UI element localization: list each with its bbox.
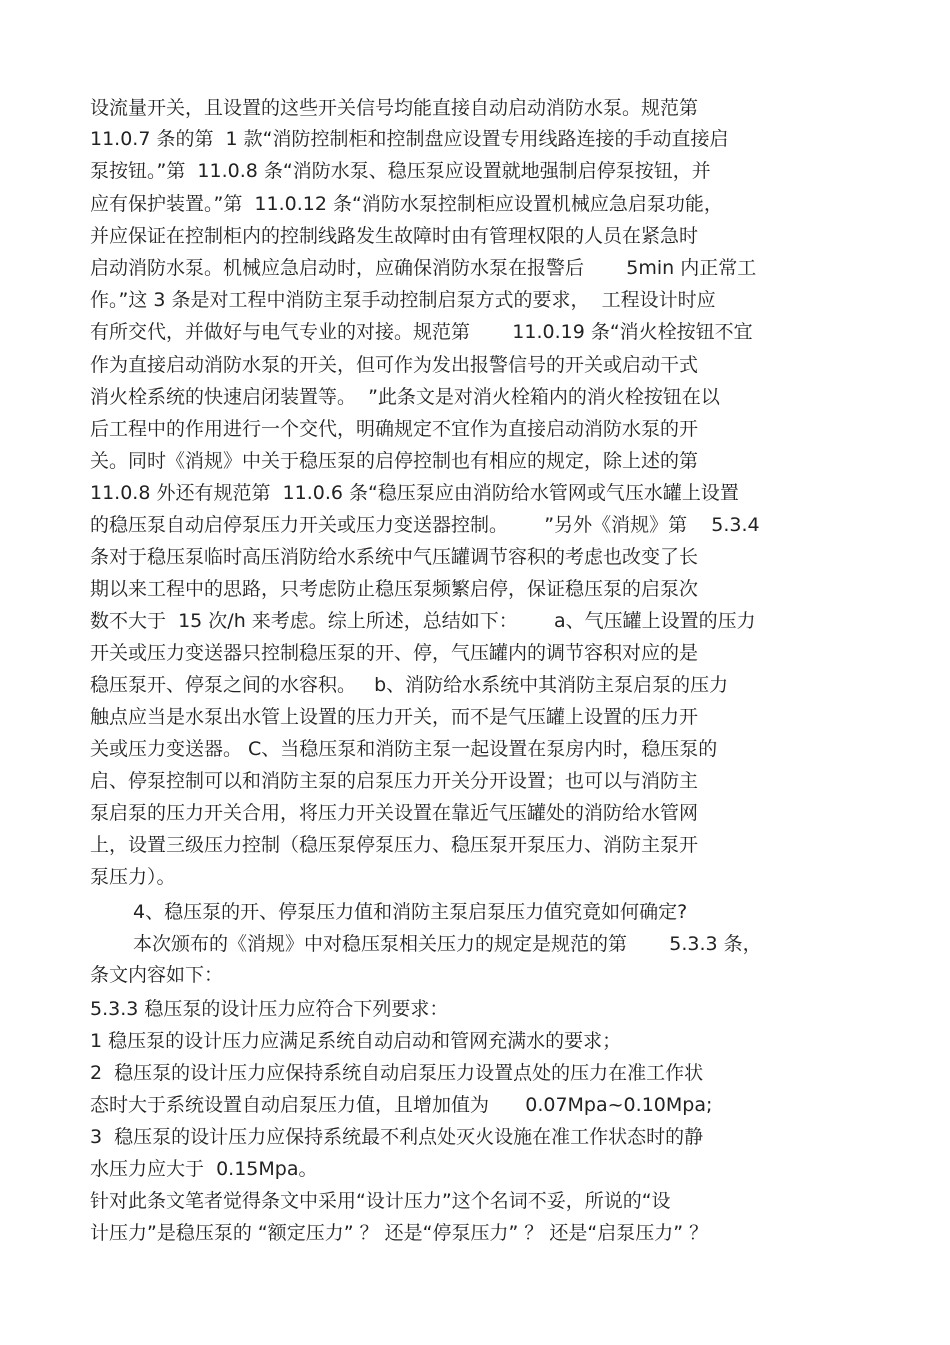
text-line: 作为直接启动消防水泵的开关，但可作为发出报警信号的开关或启动干式 <box>90 354 699 376</box>
text-line: 开关或压力变送器只控制稳压泵的开、停，气压罐内的调节容积对应的是 <box>90 642 699 664</box>
text-line: 针对此条文笔者觉得条文中采用“设计压力”这个名词不妥，所说的“设 <box>90 1190 671 1212</box>
text-line: 设流量开关，且设置的这些开关信号均能直接自动启动消防水泵。规范第 <box>90 97 699 119</box>
text-line: 应有保护装置。”第 11.0.12 条“消防水泵控制柜应设置机械应急启泵功能， <box>90 193 723 215</box>
text-line: 11.0.7 条的第 1 款“消防控制柜和控制盘应设置专用线路连接的手动直接启 <box>90 128 729 150</box>
text-line: 泵压力）。 <box>90 866 176 888</box>
text-line: 泵按钮。”第 11.0.8 条“消防水泵、稳压泵应设置就地强制启停泵按钮，并 <box>90 160 711 182</box>
text-line: 条对于稳压泵临时高压消防给水系统中气压罐调节容积的考虑也改变了长 <box>90 546 699 568</box>
text-line: 3 稳压泵的设计压力应保持系统最不利点处灭火设施在准工作状态时的静 <box>90 1126 704 1148</box>
text-line: 条文内容如下： <box>90 964 224 986</box>
section-heading: 4、稳压泵的开、停泵压力值和消防主泵启泵压力值究竟如何确定? <box>133 901 688 923</box>
text-line: 本次颁布的《消规》中对稳压泵相关压力的规定是规范的第 5.3.3 条， <box>133 933 762 955</box>
text-line: 计压力”是稳压泵的 “额定压力” ？ 还是“停泵压力” ？ 还是“启泵压力” ？ <box>90 1222 709 1244</box>
text-line: 5.3.3 稳压泵的设计压力应符合下列要求： <box>90 998 449 1020</box>
text-line: 11.0.8 外还有规范第 11.0.6 条“稳压泵应由消防给水管网或气压水罐上设置 <box>90 482 739 504</box>
text-line: 启动消防水泵。机械应急启动时，应确保消防水泵在报警后 5min 内正常工 <box>90 257 757 279</box>
text-line: 有所交代，并做好与电气专业的对接。规范第 11.0.19 条“消火栓按钮不宜 <box>90 321 753 343</box>
text-line: 2 稳压泵的设计压力应保持系统自动启泵压力设置点处的压力在准工作状 <box>90 1062 704 1084</box>
text-line: 关。同时《消规》中关于稳压泵的启停控制也有相应的规定，除上述的第 <box>90 450 699 472</box>
text-line: 并应保证在控制柜内的控制线路发生故障时由有管理权限的人员在紧急时 <box>90 225 699 247</box>
text-line: 泵启泵的压力开关合用，将压力开关设置在靠近气压罐处的消防给水管网 <box>90 802 699 824</box>
text-line: 期以来工程中的思路，只考虑防止稳压泵频繁启停，保证稳压泵的启泵次 <box>90 578 699 600</box>
text-line: 态时大于系统设置自动启泵压力值，且增加值为 0.07Mpa~0.10Mpa; <box>90 1094 713 1116</box>
text-line: 作。”这 3 条是对工程中消防主泵手动控制启泵方式的要求， 工程设计时应 <box>90 289 716 311</box>
text-line: 触点应当是水泵出水管上设置的压力开关，而不是气压罐上设置的压力开 <box>90 706 699 728</box>
text-line: 稳压泵开、停泵之间的水容积。 b、消防给水系统中其消防主泵启泵的压力 <box>90 674 729 696</box>
text-line: 上，设置三级压力控制（稳压泵停泵压力、稳压泵开泵压力、消防主泵开 <box>90 834 699 856</box>
text-line: 水压力应大于 0.15Mpa。 <box>90 1158 318 1180</box>
text-line: 后工程中的作用进行一个交代，明确规定不宜作为直接启动消防水泵的开 <box>90 418 699 440</box>
text-line: 消火栓系统的快速启闭装置等。 ”此条文是对消火栓箱内的消火栓按钮在以 <box>90 386 720 408</box>
text-line: 数不大于 15 次/h 来考虑。综上所述，总结如下： a、气压罐上设置的压力 <box>90 610 756 632</box>
text-line: 的稳压泵自动启停泵压力开关或压力变送器控制。 ”另外《消规》第 5.3.4 <box>90 514 760 536</box>
text-line: 启、停泵控制可以和消防主泵的启泵压力开关分开设置；也可以与消防主 <box>90 770 699 792</box>
text-line: 1 稳压泵的设计压力应满足系统自动启动和管网充满水的要求； <box>90 1030 622 1052</box>
text-line: 关或压力变送器。 C、当稳压泵和消防主泵一起设置在泵房内时，稳压泵的 <box>90 738 718 760</box>
